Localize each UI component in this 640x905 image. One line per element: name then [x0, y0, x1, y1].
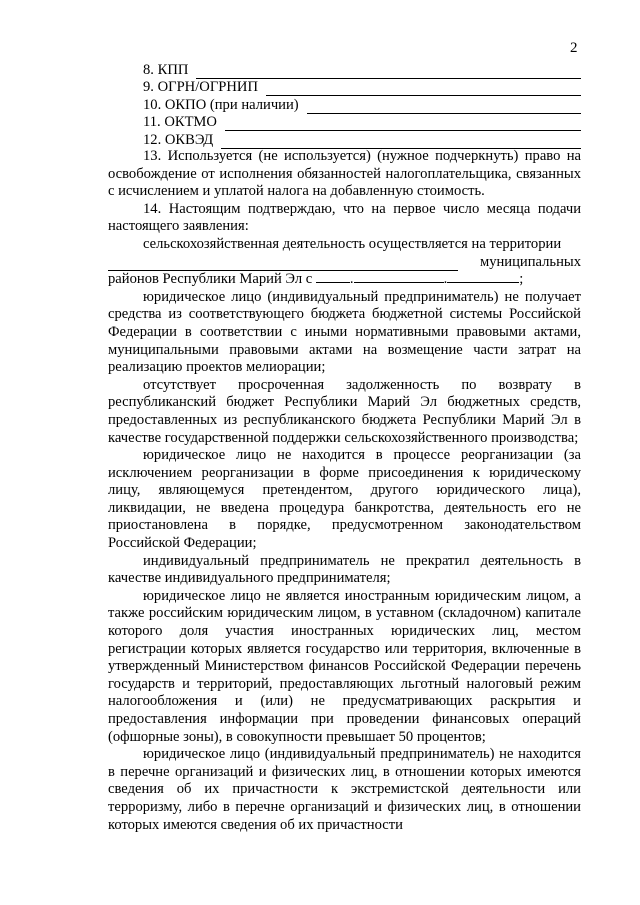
requisites-list	[143, 61, 581, 149]
paragraph-no-extremism: юридическое лицо (индивидуальный предприниматель) не находится в перечне организаций и физических лиц, в отношении которых имеются сведения об их причастности к экстремистской деятельности или терроризму, либо в перечне организаций и физических лиц, в отношении которых имеются сведения об их причастности	[108, 746, 581, 833]
text-fragment: .	[443, 271, 448, 288]
fill-in-line	[221, 136, 581, 149]
text-fragment: ;	[519, 271, 524, 288]
agri-date-line	[108, 271, 581, 289]
paragraph-no-debt: отсутствует просроченная задолженность по возврату в республиканский бюджет Республики Марий Эл бюджетных средств, предоставленных из республиканского бюджета Республики Марий Эл в качестве государственной поддержки сельскохозяйственного производства;	[108, 376, 581, 446]
okpo-field	[143, 96, 581, 114]
date-month-line	[354, 271, 444, 283]
kpp-field	[143, 61, 581, 79]
document-body	[108, 148, 581, 834]
fill-in-line	[108, 259, 458, 271]
paragraph-no-reorganization: юридическое лицо не находится в процессе реорганизации (за исключением реорганизации в форме присоединения к юридическому лицу, являющемуся претендентом, другого юридического лица), ликвидации, не введена процедура банкротства, деятельность его не приостановлена в порядке, предусмотренном законодательством Российской Федерации;	[108, 447, 581, 552]
fill-in-line	[196, 66, 581, 79]
text-fragment: районов Республики Марий Эл с	[108, 271, 313, 288]
field-label: 11. ОКТМО	[143, 114, 217, 130]
fill-in-line	[266, 83, 581, 96]
paragraph-no-funds: юридическое лицо (индивидуальный предприниматель) не получает средства из соответствующего бюджета бюджетной системы Российской Федерации в соответствии с иными нормативными правовыми актами, муниципальными правовыми актами на возмещение части затрат на реализацию проектов мелиорации;	[108, 288, 581, 376]
text-fragment: .	[349, 271, 354, 288]
field-label: 8. КПП	[143, 61, 189, 78]
paragraph-agri-territory: сельскохозяйственная деятельность осуществляется на территории	[143, 235, 562, 252]
paragraph-not-foreign: юридическое лицо не является иностранным юридическим лицом, а также российским юридическим лицом, в уставном (складочном) капитале которого доля участия иностранных юридических лиц, местом регистрации которых является государство или территория, включенные в утвержденный Министерством финансов Российской Федерации перечень государств и территорий, предоставляющих льготный налоговый режим налогообложения и (или) не предусматривающих раскрытия и предоставления информации при проведении финансовых операций (офшорные зоны), в совокупности превышает 50 процентов;	[108, 587, 581, 745]
date-year-line	[447, 271, 519, 283]
okved-field	[143, 131, 581, 149]
date-day-line	[316, 271, 350, 283]
page-number: 2	[570, 40, 578, 56]
field-label: 9. ОГРН/ОГРНИП	[143, 79, 258, 95]
ogrn-field	[143, 79, 581, 97]
paragraph-confirmation: 14. Настоящим подтверждаю, что на первое число месяца подачи настоящего заявления:	[108, 200, 581, 235]
fill-in-line	[307, 101, 581, 114]
fill-in-line	[225, 118, 581, 131]
oktmo-field	[143, 114, 581, 132]
agri-territory-line	[108, 254, 581, 272]
text-fragment: муниципальных	[479, 253, 581, 270]
paragraph-vat-exemption: 13. Используется (не используется) (нужное подчеркнуть) право на освобождение от исполнения обязанностей налогоплательщика, связанных с исчислением и уплатой налога на добавленную стоимость.	[108, 148, 581, 200]
field-label: 12. ОКВЭД	[143, 131, 214, 148]
paragraph-ip-active: индивидуальный предприниматель не прекратил деятельность в качестве индивидуального предпринимателя;	[108, 552, 581, 587]
field-label: 10. ОКПО (при наличии)	[143, 96, 299, 113]
